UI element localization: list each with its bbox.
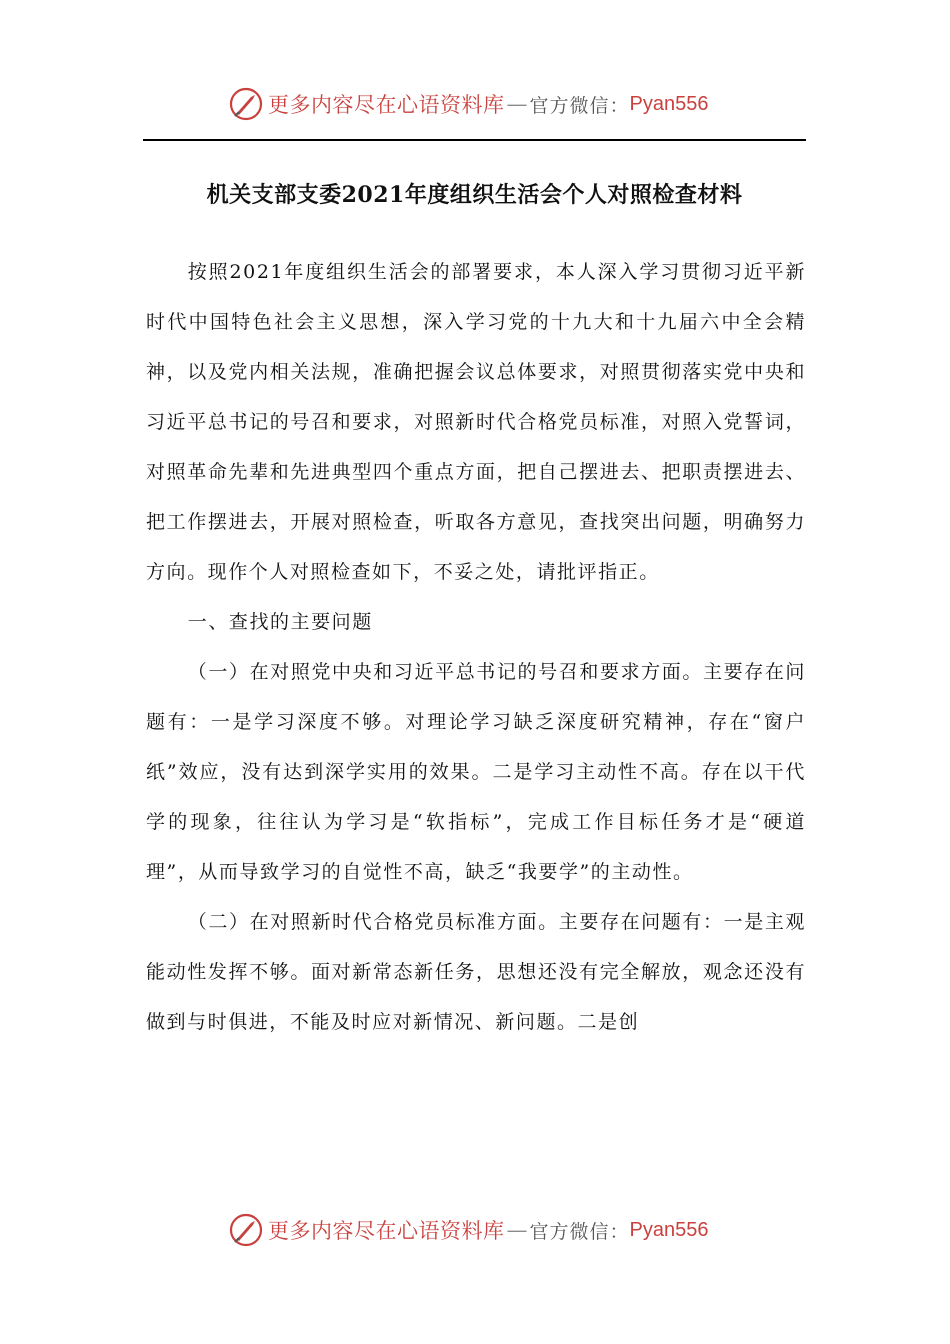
pen-logo-icon — [228, 86, 264, 122]
brand-dash: — — [506, 1218, 528, 1242]
footer-watermark — [228, 1210, 748, 1250]
section-heading: 一、查找的主要问题 — [187, 611, 373, 633]
brand-dash: — — [506, 92, 528, 116]
document-body — [146, 247, 806, 1047]
document-title: 机关支部支委2021年度组织生活会个人对照检查材料 — [206, 182, 743, 208]
body-paragraph: （二）在对照新时代合格党员标准方面。主要存在问题有：一是主观能动性发挥不够。面对新常态新任务，思想还没有完全解放，观念还没有做到与时俱进，不能及时应对新情况、新问题。二是创 — [146, 911, 806, 1033]
wechat-id: Pyan556 — [629, 92, 709, 115]
brand-name: 更多内容尽在心语资料库 — [268, 93, 505, 117]
body-paragraph: （一）在对照党中央和习近平总书记的号召和要求方面。主要存在问题有：一是学习深度不够。对理论学习缺乏深度研究精神，存在“窗户纸”效应，没有达到深学实用的效果。二是学习主动性不高。存在以干代学的现象，往往认为学习是“软指标”，完成工作目标任务才是“硬道理”，从而导致学习的自觉性不高，缺乏“我要学”的主动性。 — [146, 661, 806, 883]
brand-name: 更多内容尽在心语资料库 — [268, 1219, 505, 1243]
pen-logo-icon — [228, 1212, 264, 1248]
header-divider — [143, 139, 806, 141]
intro-paragraph: 按照2021年度组织生活会的部署要求，本人深入学习贯彻习近平新时代中国特色社会主义思想，深入学习党的十九大和十九届六中全会精神，以及党内相关法规，准确把握会议总体要求，对照贯彻落实党中央和习近平总书记的号召和要求，对照新时代合格党员标准，对照入党誓词，对照革命先辈和先进典型四个重点方面，把自己摆进去、把职责摆进去、把工作摆进去，开展对照检查，听取各方意见，查找突出问题，明确努力方向。现作个人对照检查如下，不妥之处，请批评指正。 — [146, 261, 806, 583]
wechat-label: 官方微信： — [529, 1220, 630, 1243]
wechat-id: Pyan556 — [629, 1218, 709, 1241]
header-watermark — [228, 84, 748, 124]
wechat-label: 官方微信： — [529, 94, 630, 117]
